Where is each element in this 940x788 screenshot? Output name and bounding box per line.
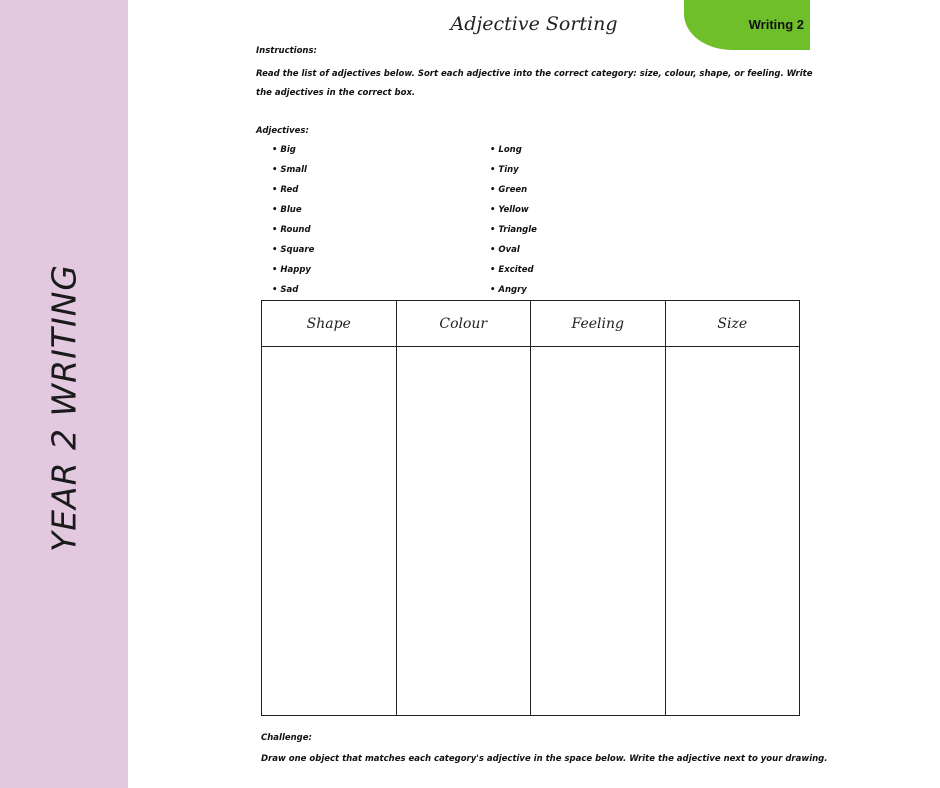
list-item: • Angry [490,282,537,302]
instructions-heading: Instructions: [256,46,317,56]
adjective-list-left [272,142,314,302]
list-item: • Triangle [490,222,537,242]
shape-column[interactable] [262,301,397,715]
challenge-heading: Challenge: [261,733,312,743]
list-item: • Happy [272,262,314,282]
worksheet-page [128,0,940,788]
column-header: Size [666,301,800,347]
adjective-list-right [490,142,537,302]
feeling-column[interactable] [531,301,666,715]
list-item: • Big [272,142,314,162]
sidebar-title: YEAR 2 WRITING [44,264,84,552]
list-item: • Blue [272,202,314,222]
list-item: • Red [272,182,314,202]
size-column[interactable] [666,301,800,715]
list-item: • Round [272,222,314,242]
column-header: Colour [397,301,531,347]
list-item: • Yellow [490,202,537,222]
instructions-text: Read the list of adjectives below. Sort each adjective into the correct category: size, colour, shape, or feeling. Write the adjectives in the correct box. [256,69,813,98]
sorting-table [261,300,800,716]
list-item: • Small [272,162,314,182]
list-item: • Green [490,182,537,202]
challenge-text: Draw one object that matches each category's adjective in the space below. Write the adjective next to your drawing. [261,754,828,764]
writing-tab-label: Writing 2 [748,17,804,32]
list-item: • Sad [272,282,314,302]
list-item: • Long [490,142,537,162]
column-header: Feeling [531,301,665,347]
list-item: • Excited [490,262,537,282]
sidebar [0,0,128,788]
list-item: • Square [272,242,314,262]
list-item: • Oval [490,242,537,262]
list-item: • Tiny [490,162,537,182]
colour-column[interactable] [397,301,532,715]
column-header: Shape [262,301,396,347]
adjectives-heading: Adjectives: [256,126,309,136]
worksheet-title: Adjective Sorting [450,13,618,35]
